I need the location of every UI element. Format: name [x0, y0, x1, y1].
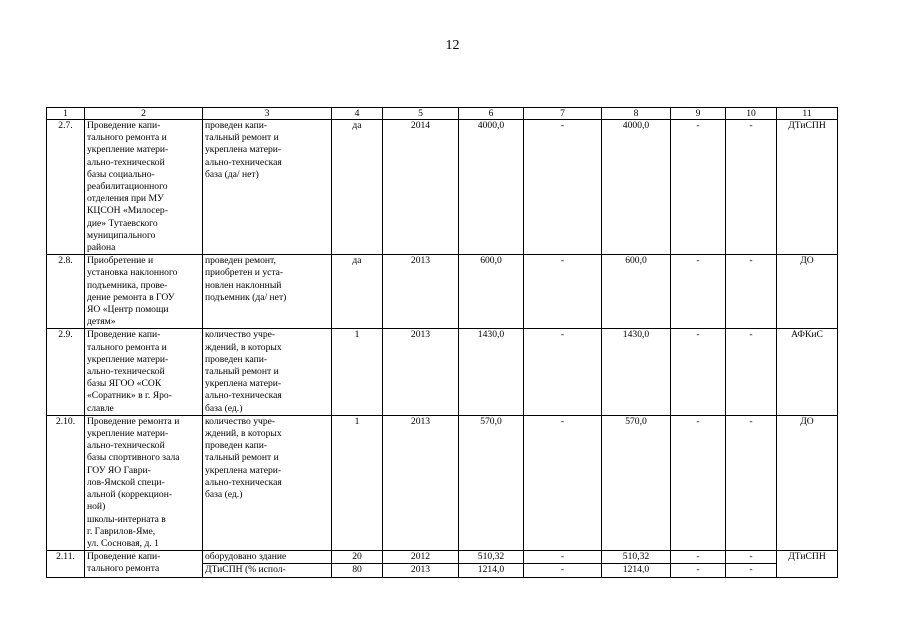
col7-cell: - — [524, 415, 602, 550]
indicator-value: 20 — [332, 551, 383, 564]
activity-name: Проведение капи- тального ремонта и укрепление матери- ально-технической базы ЯГОО «СОК «Соратник» в г. Яро- славле — [85, 329, 203, 415]
row-number: 2.8. — [47, 255, 85, 329]
executor-cell: АФКиС — [777, 329, 838, 415]
col7-cell: - — [524, 255, 602, 329]
column-number: 2 — [85, 108, 203, 120]
result-indicator: проведен ремонт, приобретен и уста- новлен наклонный подъемник (да/ нет) — [203, 255, 332, 329]
col10-cell: - — [726, 551, 777, 564]
column-number: 3 — [203, 108, 332, 120]
col9-cell: - — [671, 329, 726, 415]
total-amount: 4000,0 — [459, 120, 524, 255]
total-amount: 510,32 — [459, 551, 524, 564]
year-cell: 2013 — [383, 329, 459, 415]
col8-amount: 1214,0 — [602, 564, 671, 577]
col7-cell: - — [524, 564, 602, 577]
col8-amount: 600,0 — [602, 255, 671, 329]
column-number: 11 — [777, 108, 838, 120]
table-row — [47, 329, 838, 415]
col9-cell: - — [671, 120, 726, 255]
column-number: 1 — [47, 108, 85, 120]
col7-cell: - — [524, 329, 602, 415]
result-indicator: количество учре- ждений, в которых проведен капи- тальный ремонт и укреплена матери- ально-техническая база (ед.) — [203, 329, 332, 415]
result-indicator: проведен капи- тальный ремонт и укреплена матери- ально-техническая база (да/ нет) — [203, 120, 332, 255]
table-row — [47, 120, 838, 255]
col9-cell: - — [671, 415, 726, 550]
col10-cell: - — [726, 564, 777, 577]
col10-cell: - — [726, 255, 777, 329]
col7-cell: - — [524, 551, 602, 564]
row-number: 2.11. — [47, 551, 85, 577]
column-number: 7 — [524, 108, 602, 120]
column-number: 6 — [459, 108, 524, 120]
year-cell: 2012 — [383, 551, 459, 564]
col8-amount: 510,32 — [602, 551, 671, 564]
year-cell: 2013 — [383, 255, 459, 329]
activity-name: Приобретение и установка наклонного подъемника, прове- дение ремонта в ГОУ ЯО «Центр помощи детям» — [85, 255, 203, 329]
column-number: 9 — [671, 108, 726, 120]
executor-cell: ДТиСПН — [777, 120, 838, 255]
row-number: 2.9. — [47, 329, 85, 415]
executor-cell: ДТиСПН — [777, 551, 838, 577]
col9-cell: - — [671, 551, 726, 564]
column-number: 5 — [383, 108, 459, 120]
activity-name: Проведение ремонта и укрепление матери- ально-технической базы спортивного зала ГОУ ЯО Гаври- лов-Ямской специ- альной (коррекцион- ной) школы-интерната в г. Гаврилов-Яме, ул. Сосновая, д. 1 — [85, 415, 203, 550]
result-indicator: ДТиСПН (% испол- — [203, 564, 332, 577]
col8-amount: 1430,0 — [602, 329, 671, 415]
column-number: 8 — [602, 108, 671, 120]
activity-name: Проведение капи- тального ремонта — [85, 551, 203, 577]
page-number: 12 — [445, 38, 460, 53]
row-number: 2.10. — [47, 415, 85, 550]
col9-cell: - — [671, 564, 726, 577]
indicator-value: да — [332, 120, 383, 255]
executor-cell: ДО — [777, 415, 838, 550]
program-activities-table — [46, 107, 838, 578]
result-indicator: оборудовано здание — [203, 551, 332, 564]
col10-cell: - — [726, 415, 777, 550]
row-number: 2.7. — [47, 120, 85, 255]
table-row — [47, 551, 838, 564]
col8-amount: 4000,0 — [602, 120, 671, 255]
col10-cell: - — [726, 329, 777, 415]
year-cell: 2013 — [383, 564, 459, 577]
result-indicator: количество учре- ждений, в которых проведен капи- тальный ремонт и укреплена матери- ально-техническая база (ед.) — [203, 415, 332, 550]
table-row — [47, 255, 838, 329]
indicator-value: 1 — [332, 415, 383, 550]
column-number-row — [47, 108, 838, 120]
total-amount: 570,0 — [459, 415, 524, 550]
activity-name: Проведение капи- тального ремонта и укрепление матери- ально-технической базы социально- реабилитационного отделения при МУ КЦСОН «Милосер- дие» Тутаевского муниципального района — [85, 120, 203, 255]
col7-cell: - — [524, 120, 602, 255]
indicator-value: 1 — [332, 329, 383, 415]
executor-cell: ДО — [777, 255, 838, 329]
indicator-value: 80 — [332, 564, 383, 577]
col8-amount: 570,0 — [602, 415, 671, 550]
total-amount: 1214,0 — [459, 564, 524, 577]
col9-cell: - — [671, 255, 726, 329]
column-number: 10 — [726, 108, 777, 120]
total-amount: 600,0 — [459, 255, 524, 329]
indicator-value: да — [332, 255, 383, 329]
col10-cell: - — [726, 120, 777, 255]
total-amount: 1430,0 — [459, 329, 524, 415]
year-cell: 2013 — [383, 415, 459, 550]
year-cell: 2014 — [383, 120, 459, 255]
column-number: 4 — [332, 108, 383, 120]
table-row — [47, 415, 838, 550]
